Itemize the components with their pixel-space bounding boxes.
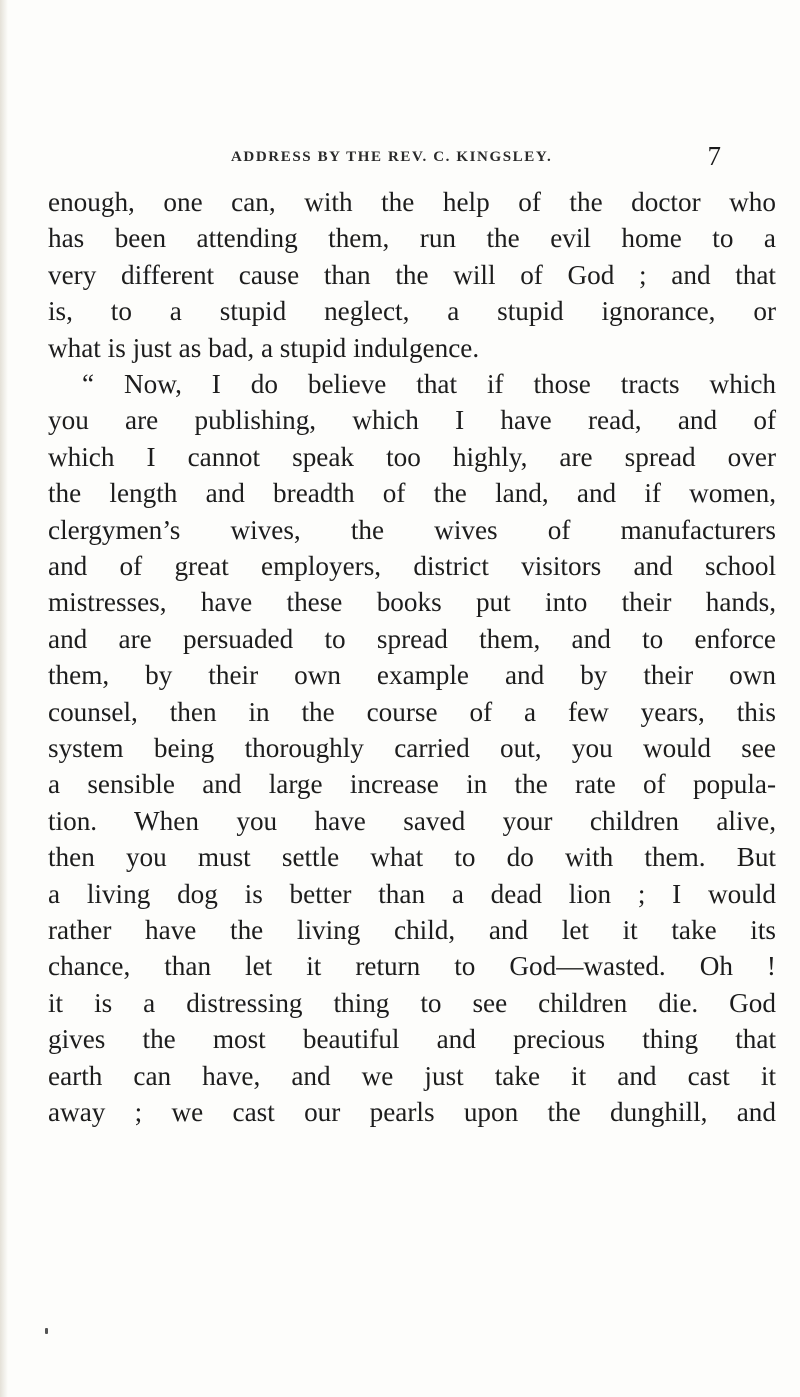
page-number: 7	[707, 141, 721, 171]
text-line-paragraph-start: “ Now, I do believe that if those tracts which	[82, 369, 776, 399]
text-line: the length and breadth of the land, and if women,	[48, 478, 776, 509]
body-text	[0, 180, 800, 1380]
text-line: which I cannot speak too highly, are spread over	[48, 441, 776, 472]
text-line: gives the most beautiful and precious thing that	[48, 1024, 776, 1055]
text-line: then you must settle what to do with them. But	[48, 842, 776, 873]
text-line: them, by their own example and by their own	[48, 660, 776, 691]
text-line: is, to a stupid neglect, a stupid ignorance, or	[48, 296, 776, 327]
text-line: system being thoroughly carried out, you would see	[48, 733, 776, 763]
text-line: has been attending them, run the evil home to a	[48, 223, 776, 254]
text-line: a living dog is better than a dead lion ; I would	[48, 878, 776, 909]
text-line: chance, than let it return to God—wasted. Oh !	[48, 951, 776, 982]
text-line: rather have the living child, and let it take its	[48, 915, 776, 945]
text-line: earth can have, and we just take it and cast it	[48, 1060, 776, 1091]
running-head: ADDRESS BY THE REV. C. KINGSLEY.	[231, 149, 553, 165]
text-line: you are publishing, which I have read, and of	[48, 405, 776, 436]
print-speck	[45, 1328, 48, 1334]
text-line: and of great employers, district visitors and school	[48, 551, 776, 581]
text-line: away ; we cast our pearls upon the dunghill, and	[48, 1097, 776, 1127]
text-line: and are persuaded to spread them, and to enforce	[48, 623, 776, 654]
text-line: enough, one can, with the help of the doctor who	[48, 187, 776, 217]
text-line: counsel, then in the course of a few years, this	[48, 696, 776, 727]
text-line: tion. When you have saved your children alive,	[48, 805, 776, 836]
text-line: a sensible and large increase in the rate of popula-	[48, 769, 776, 800]
text-line-paragraph-end: what is just as bad, a stupid indulgence.	[48, 332, 480, 363]
text-line: mistresses, have these books put into their hands,	[48, 587, 776, 618]
page-header	[231, 141, 721, 175]
text-line: very different cause than the will of God ; and that	[48, 259, 776, 290]
text-line: clergymen’s wives, the wives of manufacturers	[48, 514, 776, 545]
text-line: it is a distressing thing to see children die. God	[48, 987, 776, 1018]
